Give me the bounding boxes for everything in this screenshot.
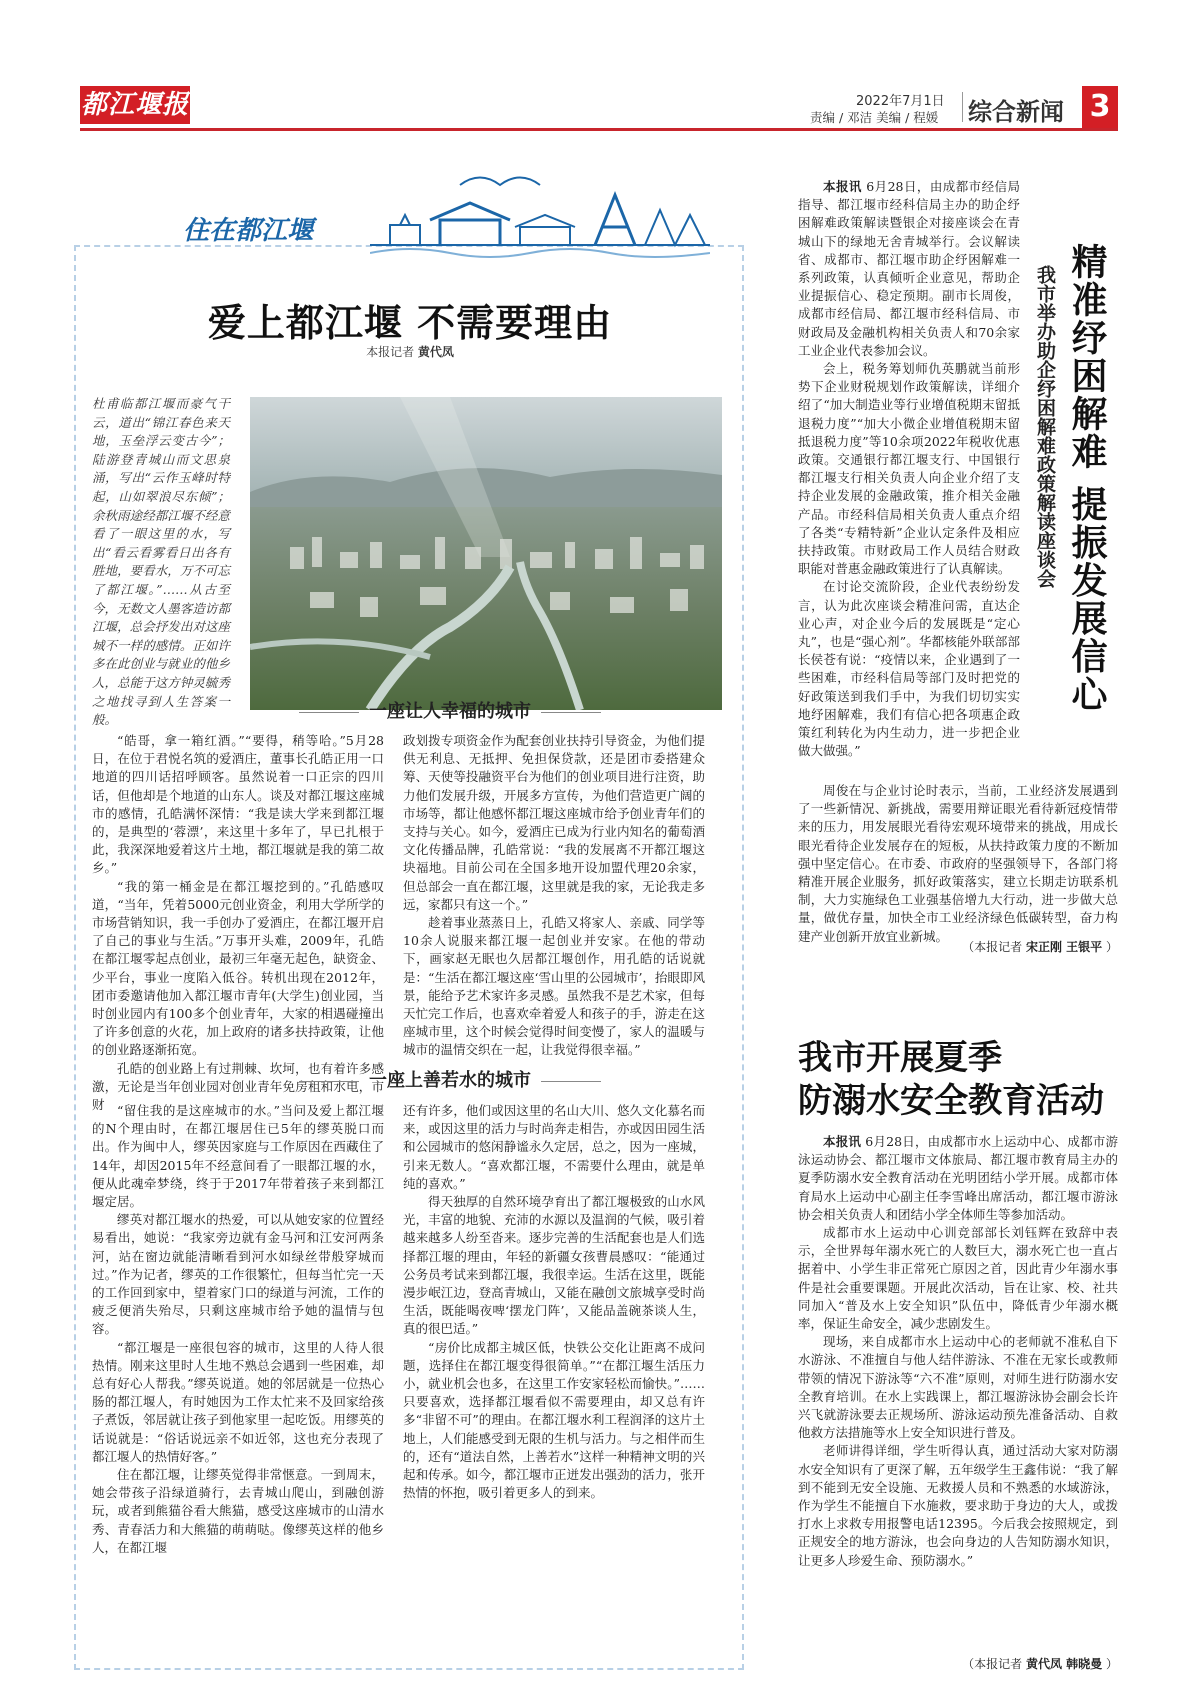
article3-headline-line1: 我市开展夏季: [798, 1038, 1002, 1078]
article3-credit: [798, 1655, 1118, 1672]
paragraph: 在讨论交流阶段，企业代表纷纷发言，认为此次座谈会精准问需，直达企业心声，对企业今后的发展既是“定心丸”，也是“强心剂”。华都核能外联部部长侯苍有说：“疫情以来，企业遇到了一些困难，市经科信局等部门及时把党的好政策送到我们手中，为我们切切实实地纾困解难，我们有信心把各项惠企政策红利转化为内生动力，进一步把企业做大做强。”: [798, 579, 1020, 759]
section2-title: 一座上善若水的城市: [250, 1066, 650, 1092]
city-skyline-ornament: [370, 165, 710, 260]
section1-column-1: [92, 732, 384, 1114]
article2-body-wide: [798, 782, 1118, 946]
section1-column-2: [403, 732, 705, 1060]
editors-credit: 责编 / 邓洁 美编 / 程媛: [810, 110, 939, 125]
credit-names: 黄代凤 韩晓曼: [1025, 1657, 1103, 1671]
article3-headline-line2: 防溺水安全教育活动: [798, 1081, 1104, 1121]
article3-body: [798, 1133, 1118, 1570]
paragraph: 孔皓的创业路上有过荆棘、坎坷，也有着许多感激，无论是当年创业园对创业青年免房租和水电，市财: [92, 1060, 384, 1113]
paragraph: 周俊在与企业讨论时表示，当前，工业经济发展遇到了一些新情况、新挑战，需要用辩证眼光看待新冠疫情带来的压力，用发展眼光看待宏观环境带来的挑战，用成长眼光看待企业发展存在的短板，从扶持政策力度的不断加强中坚定信心。在市委、市政府的坚强领导下，各部门将精准开展企业服务，抓好政策落实，建立长期走访联系机制，大力实施绿色工业强基倍增九大行动，进一步做大总量，做优存量，加快全市工业经济绿色低碳转型，奋力构建产业创新开放宜业新城。: [798, 783, 1118, 944]
section2-column-1: [92, 1102, 384, 1557]
paragraph: [798, 178, 1020, 360]
paragraph: 政划拨专项资金作为配套创业扶持引导资金，为他们提供无利息、无抵押、免担保贷款，还是团市委搭建众筹、天使等投融资平台为他们的创业项目进行注资，助力他们发展升级，开展多方宣传，为他们营造更广阔的市场等，都让他感怀都江堰这座城市给予创业青年们的支持与关心。如今，爱酒庄已成为行业内知名的葡萄酒文化传播品牌，孔皓常说：“我的发展离不开都江堰这块福地。目前公司在全国多地开设加盟代理20余家，但总部会一直在都江堰，这里就是我的家，无论我走多远，家都只有这一个。”: [403, 733, 705, 912]
credit-suffix: ）: [1105, 1657, 1118, 1671]
paragraph: “我的第一桶金是在都江堰挖到的。”孔皓感叹道，“当年，凭着5000元创业资金，利用大学所学的市场营销知识，我一手创办了爱酒庄，在都江堰开启了自己的事业与生活。”万事开头难，2009年，孔皓在都江堰零起点创业，最初三年毫无起色，缺资金、少平台，事业一度陷入低谷。转机出现在2012年，团市委邀请他加入都江堰市青年(大学生)创业园，当时创业园内有100多个创业青年，大家的相遇碰撞出了许多创意的火花，加上政府的诸多扶持政策，让他的创业路逐渐拓宽。: [92, 878, 384, 1058]
article2-credit: [798, 938, 1118, 955]
paragraph: 现场，来自成都市水上运动中心的老师就不准私自下水游泳、不准擅自与他人结伴游泳、不准在无家长或教师带领的情况下游泳等“六不准”原则，对师生进行防溺水安全教育培训。在水上实践课上，都江堰游泳协会副会长许兴飞就游泳要去正规场所、游泳运动预先准备活动、自救他救方法措施等水上安全知识进行普及。: [798, 1334, 1118, 1441]
aerial-city-photo: [250, 397, 722, 710]
column-title: 住在都江堰: [183, 216, 314, 246]
paragraph: 还有许多，他们或因这里的名山大川、悠久文化慕名而来，或因这里的活力与时尚奔走相告，亦或因田园生活和公园城市的悠闲静谧永久定居，总之，因为一座城，引来无数人。“喜欢都江堰，不需要什么理由，就是单纯的喜欢。”: [403, 1103, 705, 1191]
page-number: 3: [1082, 86, 1118, 128]
feature-intro: 杜甫临都江堰而豪气干云，道出“锦江春色来天地，玉垒浮云变古今”；陆游登青城山而文思泉涌，写出“云作玉峰时特起，山如翠浪尽东倾”；余秋雨途经都江堰不经意看了一眼这里的水，写出“看云看雾看日出各有胜地，要看水，万不可忘了都江堰。”……从古至今，无数文人墨客造访都江堰，总会抒发出对这座城不一样的感情。正如许多在此创业与就业的他乡人，总能于这方钟灵毓秀之地找寻到人生答案一般。: [92, 396, 230, 728]
paragraph: 会上，税务筹划师仇英鹏就当前形势下企业财税规划作政策解读，详细介绍了“加大制造业等行业增值税期末留抵退税力度”“加大小微企业增值税期末留抵退税力度”等10余项2022年税收优惠政策。交通银行都江堰支行、中国银行都江堰支行相关负责人向企业介绍了支持企业发展的金融政策，推介相关金融产品。市经科信局相关负责人重点介绍了各类“专精特新”企业认定条件及相应扶持政策。市财政局工作人员结合财政职能对普惠金融政策进行了认真解读。: [798, 361, 1020, 577]
paragraph: 缪英对都江堰水的热爱，可以从她安家的位置经易看出，她说：“我家旁边就有金马河和江安河两条河，站在窗边就能清晰看到河水如绿丝带般穿城而过。”作为记者，缪英的工作很繁忙，但每当忙完一天的工作回到家中，望着家门口的绿道与河流，工作的疲乏便消失殆尽，只剩这座城市给予她的温情与包容。: [92, 1212, 384, 1337]
feature-headline: 爱上都江堰 不需要理由: [207, 301, 613, 345]
lead-tag: 本报讯: [823, 179, 862, 194]
paragraph: “房价比成都主城区低，快铁公交化让距离不成问题，选择住在都江堰变得很简单。”“在都江堰生活压力小，就业机会也多，在这里工作安家轻松而愉快。”……只要喜欢，选择都江堰看似不需要理由，却又总有许多“非留不可”的理由。在都江堰水利工程润泽的这片土地上，人们能感受到无限的生机与活力。与之相伴而生的，还有“道法自然，上善若水”这样一种精神文明的兴起和传承。如今，都江堰市正迸发出强劲的活力，张开热情的怀抱，吸引着更多人的到来。: [403, 1339, 705, 1501]
credit-names: 宋正刚 王银平: [1025, 940, 1103, 954]
credit-suffix: ）: [1105, 940, 1118, 954]
newspaper-logo: 都江堰报: [80, 86, 190, 124]
paragraph: 得天独厚的自然环境孕育出了都江堰极致的山水风光，丰富的地貌、充沛的水源以及温润的气候，吸引着越来越多人纷至沓来。逐步完善的生活配套也是人们选择都江堰的理由，年轻的新疆女孩曹晨感叹：“能通过公务员考试来到都江堰，我很幸运。生活在这里，既能漫步岷江边，登高青城山，又能在融创文旅城享受时尚生活，既能喝夜啤‘摆龙门阵’，又能品盖碗茶谈人生，真的很巴适。”: [403, 1194, 705, 1337]
paragraph-text: 6月28日，由成都市水上运动中心、成都市游泳运动协会、都江堰市文体旅局、都江堰市教育局主办的夏季防溺水安全教育活动在光明团结小学开展。成都市体育局水上运动中心副主任李雪峰出席活动，都江堰市游泳协会相关负责人和团结小学全体师生等参加活动。: [798, 1134, 1118, 1222]
credit-prefix: （本报记者: [962, 1657, 1023, 1671]
feature-byline: [0, 343, 820, 360]
section1-title: 一座让人幸福的城市: [250, 697, 650, 723]
issue-date: 2022年7月1日: [856, 94, 945, 109]
article2-body-narrow: [798, 178, 1020, 761]
section2-column-2: [403, 1102, 705, 1502]
masthead-rule: [80, 128, 1118, 131]
credit-prefix: （本报记者: [962, 940, 1023, 954]
paragraph: “留住我的是这座城市的水。”当问及爱上都江堰的N个理由时，在都江堰居住已5年的缪英脱口而出。作为闽中人，缪英因家庭与工作原因在西藏住了14年，却因2015年不经意间看了一眼都江堰的水，便从此魂牵梦绕，终于于2017年带着孩子来到都江堰定居。: [92, 1103, 384, 1210]
lead-tag: 本报讯: [823, 1134, 862, 1149]
masthead-divider: [962, 92, 963, 122]
article2-headline: 精准纾困解难 提振发展信心: [1066, 243, 1108, 714]
paragraph: “都江堰是一座很包容的城市，这里的人待人很热情。刚来这里时人生地不熟总会遇到一些困难，却总有好心人帮我。”缪英说道。她的邻居就是一位热心肠的都江堰人，有时她因为工作太忙来不及回家给孩子煮饭，邻居就让孩子到他家里一起吃饭。用缪英的话说就是：“俗话说远亲不如近邻，这也充分表现了都江堰人的热情好客。”: [92, 1339, 384, 1464]
paragraph: 住在都江堰，让缪英觉得非常惬意。一到周末，她会带孩子沿绿道骑行，去青城山爬山，到融创游玩，或者到熊猫谷看大熊猫，感受这座城市的山清水秀、青春活力和大熊猫的萌萌哒。像缪英这样的他乡人，在都江堰: [92, 1467, 384, 1555]
paragraph: 老师讲得详细，学生听得认真，通过活动大家对防溺水安全知识有了更深了解，五年级学生王鑫伟说：“我了解到不能到无安全设施、无救援人员和不熟悉的水域游泳，作为学生不能擅自下水施救，要求助于身边的大人，或拨打水上求救专用报警电话12395。今后我会按照规定，到正规安全的地方游泳，也会向身边的人告知防溺水知识，让更多人珍爱生命、预防溺水。”: [798, 1443, 1118, 1568]
byline-prefix: 本报记者: [366, 345, 415, 359]
paragraph: “皓哥，拿一箱红酒。”“要得，稍等哈。”5月28日，在位于君悦名筑的爱酒庄，董事长孔皓正用一口地道的四川话招呼顾客。虽然说着一口正宗的四川话，但他却是个地道的山东人。谈及对都江堰这座城市的感情，孔皓满怀深情：“我是读大学来到都江堰的，是典型的‘蓉漂’，来这里十多年了，早已扎根于此，我深深地爱着这片土地，都江堰就是我的第二故乡。”: [92, 733, 384, 876]
paragraph: [798, 1133, 1118, 1224]
byline-name: 黄代凤: [417, 345, 454, 359]
paragraph: 成都市水上运动中心训竞部部长刘钰辉在致辞中表示，全世界每年溺水死亡的人数巨大，溺水死亡也一直占据着中、小学生非正常死亡原因之首，因此青少年溺水事件是社会重要课题。开展此次活动，旨在让家、校、社共同加入“普及水上安全知识”队伍中，降低青少年溺水概率，保证生命安全，减少悲剧发生。: [798, 1225, 1118, 1332]
article2-subheadline: 我市举办助企纾困解难政策解读座谈会: [1034, 265, 1056, 588]
paragraph-text: 6月28日，由成都市经信局指导、都江堰市经科信局主办的助企纾困解难政策解读暨银企对接座谈会在青城山下的绿地无舍青城举行。会议解读省、成都市、都江堰市助企纾困解难一系列政策，认真倾听企业意见，帮助企业提振信心、稳定预期。副市长周俊，成都市经信局、都江堰市经科信局、市财政局及金融机构相关负责人和70余家工业企业代表参加会议。: [798, 179, 1020, 358]
paragraph: 趁着事业蒸蒸日上，孔皓又将家人、亲戚、同学等10余人说服来都江堰一起创业并安家。在他的带动下，画家赵无眠也久居都江堰创作，用孔皓的话说就是：“生活在都江堰这座‘雪山里的公园城市’，抬眼即风景，能给予艺术家许多灵感。虽然我不是艺术家，但每天忙完工作后，也喜欢牵着爱人和孩子的手，游走在这座城市里，这个时候会觉得时间变慢了，家人的温暖与城市的温情交织在一起，让我觉得很幸福。”: [403, 915, 705, 1058]
section-name: 综合新闻: [968, 98, 1064, 126]
